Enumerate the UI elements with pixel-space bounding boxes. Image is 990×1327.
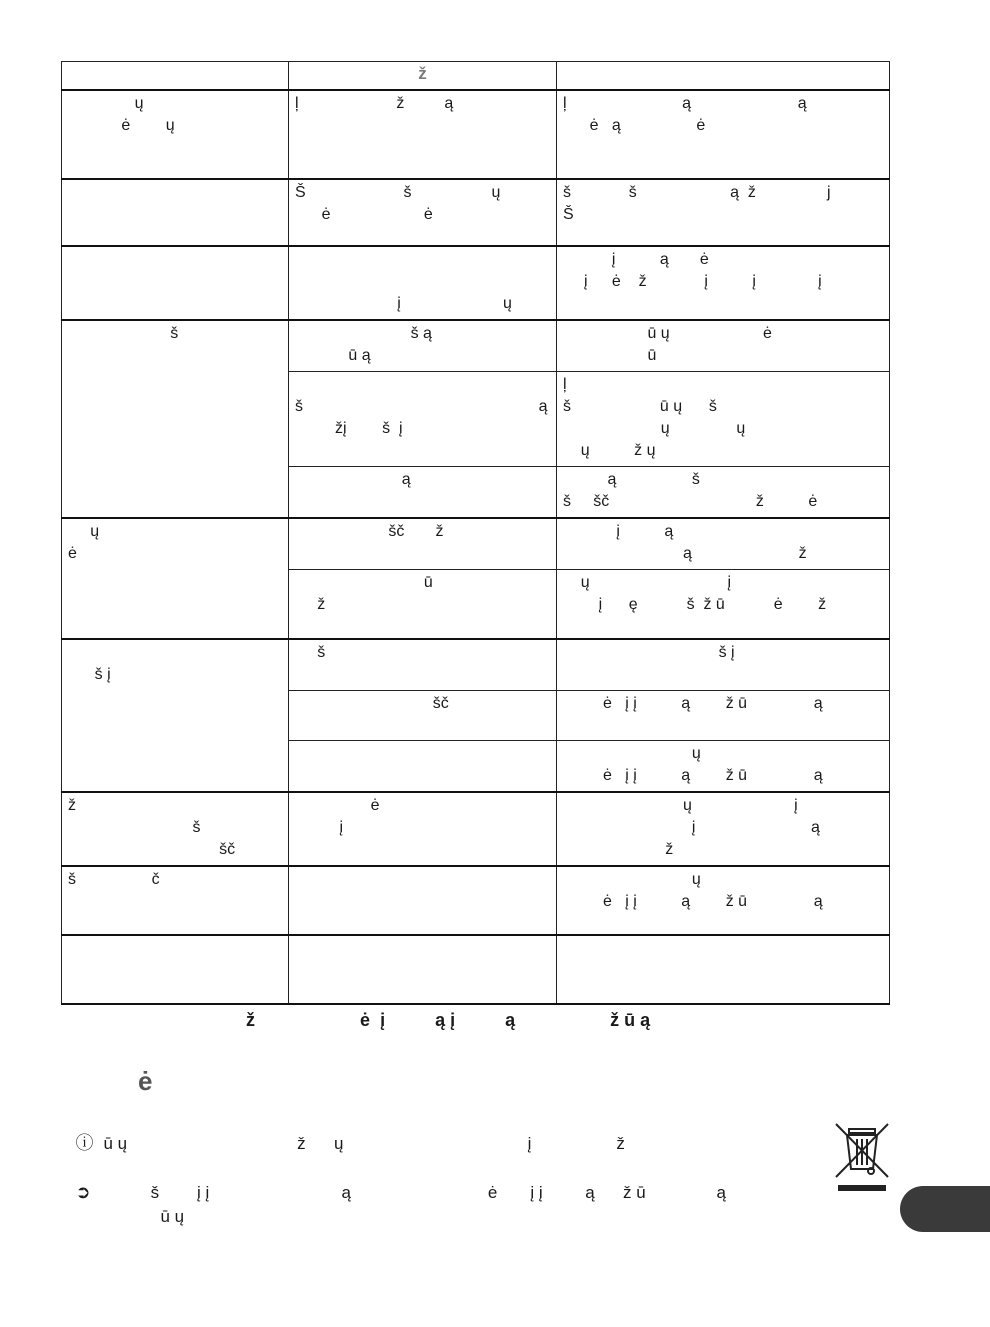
section-title: ė (138, 1066, 153, 1096)
table-row (62, 792, 890, 866)
solution-cell: į ą ė ė ž į į į (557, 246, 890, 320)
header-cell (62, 62, 289, 90)
crossed-out-wheelie-bin-icon (833, 1121, 891, 1195)
problem-cell (62, 179, 289, 246)
cause-cell: į į ų (289, 246, 557, 320)
table-row (62, 320, 890, 372)
solution-cell: ų į į ę š ž ū ė ž (557, 569, 890, 639)
solution-cell: ļ š ū ų š ų ų ų ž ų (557, 371, 890, 466)
problem-cell (62, 935, 289, 1004)
cause-cell: ū ž (289, 569, 557, 639)
arrow-icon: ➲ (75, 1182, 91, 1202)
problem-cell: ų ė ų (62, 90, 289, 179)
solution-cell: ļ ą ą ė ą ė (557, 90, 890, 179)
table-row (62, 179, 890, 246)
header-cell (557, 62, 890, 90)
cause-cell (289, 935, 557, 1004)
problem-cell: ų ė (62, 518, 289, 640)
cause-cell: š ą žį š į (289, 371, 557, 466)
cause-cell: šč ž (289, 518, 557, 570)
table-row (62, 518, 890, 570)
info-icon: ⓘ (75, 1133, 94, 1153)
cause-cell (289, 740, 557, 792)
problem-cell: š (62, 320, 289, 518)
cause-cell: ļ ž ą (289, 90, 557, 179)
table-row (62, 935, 890, 1004)
solution-cell: ų į į ą ž (557, 792, 890, 866)
table-row (62, 90, 890, 179)
info-line (66, 1107, 625, 1156)
solution-cell: ų ė į į ą ž ū ą (557, 866, 890, 935)
problem-cell: š į (62, 639, 289, 792)
solution-cell (557, 935, 890, 1004)
warning-note: ž ė į ą į ą ž ū ą (66, 1010, 651, 1030)
troubleshooting-table (61, 61, 890, 1005)
solution-cell: ų ė į į ą ž ū ą (557, 740, 890, 792)
problem-cell (62, 246, 289, 320)
disposal-text: š į į ą ė į į ą ž ū ą ū ų (150, 1183, 726, 1226)
cause-cell: ė į (289, 792, 557, 866)
cause-cell: š ą ū ą (289, 320, 557, 372)
table-row (62, 246, 890, 320)
disposal-line (66, 1156, 726, 1229)
cause-cell (289, 866, 557, 935)
solution-cell: ė į į ą ž ū ą (557, 690, 890, 740)
problem-cell: š č (62, 866, 289, 935)
cause-cell: šč (289, 690, 557, 740)
cause-cell: š (289, 639, 557, 690)
page-tab-marker (900, 1186, 990, 1232)
cause-cell: Š š ų ė ė (289, 179, 557, 246)
table-row (62, 866, 890, 935)
solution-cell: į ą ą ž (557, 518, 890, 570)
solution-cell: š š ą ž j Š (557, 179, 890, 246)
solution-cell: š į (557, 639, 890, 690)
solution-cell: ą š š šč ž ė (557, 466, 890, 518)
solution-cell: ū ų ė ū (557, 320, 890, 372)
info-text: ū ų ž ų į ž (103, 1134, 625, 1153)
problem-cell: ž š šč (62, 792, 289, 866)
header-cell: ž (289, 62, 557, 90)
cause-cell: ą (289, 466, 557, 518)
table-row (62, 639, 890, 690)
